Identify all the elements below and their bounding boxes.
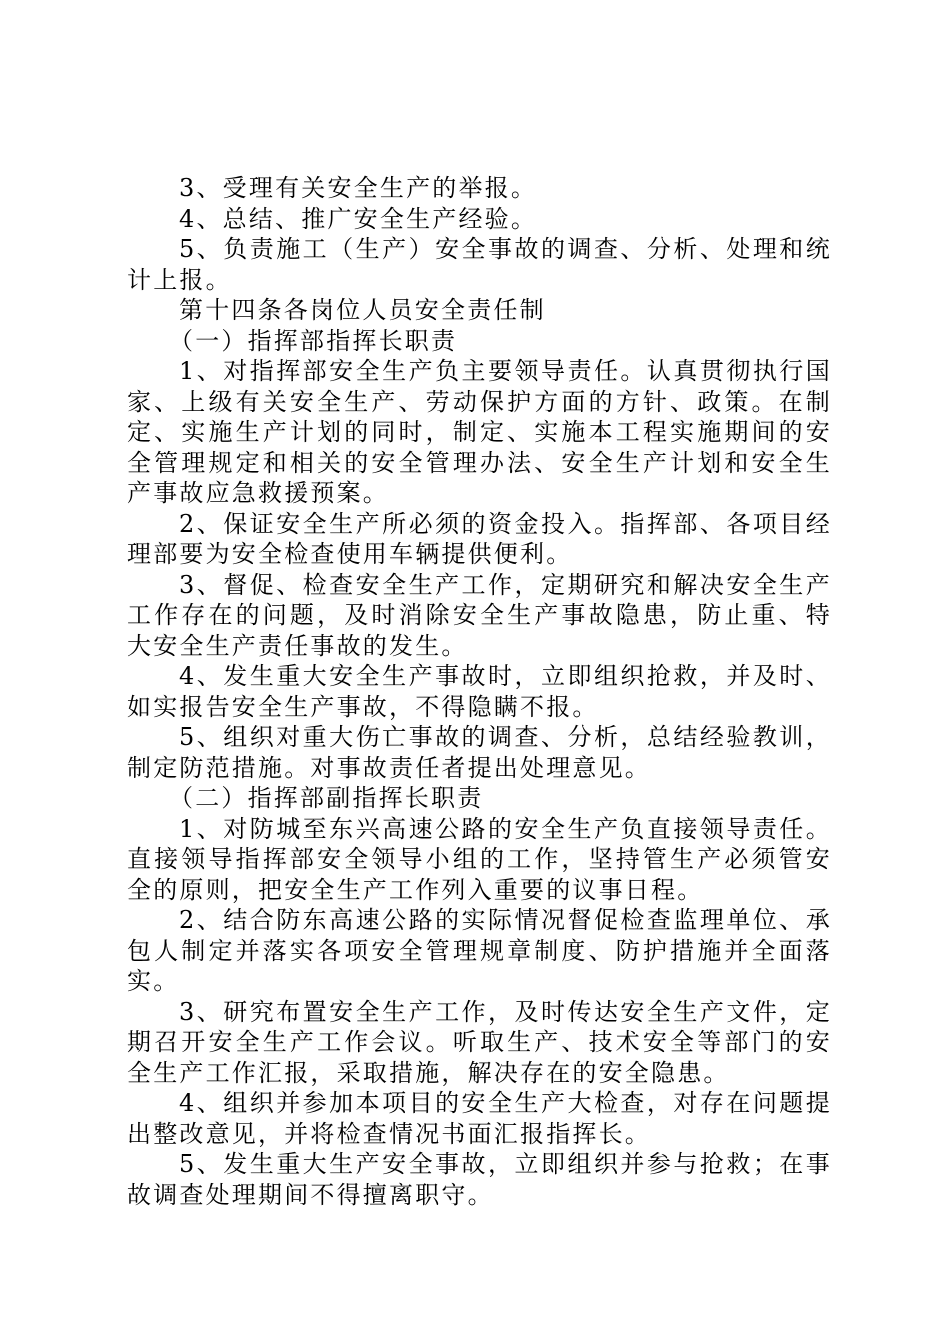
paragraph-commander-duty-4: 4、发生重大安全生产事故时，立即组织抢救，并及时、如实报告安全生产事故，不得隐瞒不报。	[127, 662, 832, 721]
subsection-heading-commander: （一）指挥部指挥长职责	[169, 326, 458, 355]
section-heading-article-14: 第十四条各岗位人员安全责任制	[179, 296, 546, 324]
subsection-heading-deputy-commander: （二）指挥部副指挥长职责	[169, 784, 484, 812]
paragraph-item-4-experience: 4、总结、推广安全生产经验。	[179, 204, 538, 233]
paragraph-item-5-accident-investigation: 5、负责施工（生产）安全事故的调查、分析、处理和统计上报。	[127, 235, 832, 294]
paragraph-deputy-duty-5: 5、发生重大生产安全事故，立即组织并参与抢救；在事故调查处理期间不得擅离职守。	[127, 1150, 832, 1209]
paragraph-commander-duty-2: 2、保证安全生产所必须的资金投入。指挥部、各项目经理部要为安全检查使用车辆提供便利。	[127, 509, 832, 568]
paragraph-deputy-duty-1: 1、对防城至东兴高速公路的安全生产负直接领导责任。直接领导指挥部安全领导小组的工作，坚持管生产必须管安全的原则，把安全生产工作列入重要的议事日程。	[127, 814, 832, 904]
paragraph-item-3-report: 3、受理有关安全生产的举报。	[179, 174, 538, 202]
paragraph-deputy-duty-4: 4、组织并参加本项目的安全生产大检查，对存在问题提出整改意见，并将检查情况书面汇报指挥长。	[127, 1089, 832, 1148]
paragraph-commander-duty-3: 3、督促、检查安全生产工作，定期研究和解决安全生产工作存在的问题，及时消除安全生产事故隐患，防止重、特大安全生产责任事故的发生。	[127, 570, 832, 660]
paragraph-deputy-duty-2: 2、结合防东高速公路的实际情况督促检查监理单位、承包人制定并落实各项安全管理规章制度、防护措施并全面落实。	[127, 906, 832, 995]
paragraph-commander-duty-5: 5、组织对重大伤亡事故的调查、分析，总结经验教训，制定防范措施。对事故责任者提出处理意见。	[127, 723, 832, 782]
document-body	[127, 173, 832, 1210]
paragraph-commander-duty-1: 1、对指挥部安全生产负主要领导责任。认真贯彻执行国家、上级有关安全生产、劳动保护方面的方针、政策。在制定、实施生产计划的同时，制定、实施本工程实施期间的安全管理规定和相关的安全管理办法、安全生产计划和安全生产事故应急救援预案。	[127, 357, 832, 507]
paragraph-deputy-duty-3: 3、研究布置安全生产工作，及时传达安全生产文件，定期召开安全生产工作会议。听取生产、技术安全等部门的安全生产工作汇报，采取措施，解决存在的安全隐患。	[127, 997, 832, 1087]
